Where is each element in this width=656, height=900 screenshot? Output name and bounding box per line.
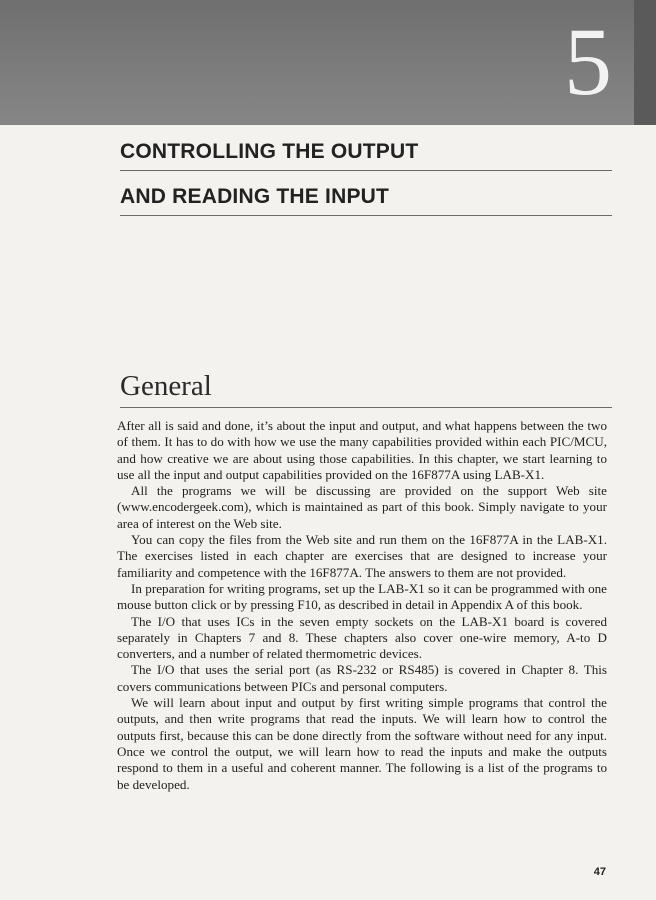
section-heading: General	[120, 370, 612, 408]
paragraph: You can copy the files from the Web site and run them on the 16F877A in the LAB-X1. The exercises listed in each chapter are exercises that are designed to increase your familiarity and competence with the 16F877A. The answers to them are not provided.	[117, 532, 607, 580]
chapter-title-line-1: CONTROLLING THE OUTPUT	[120, 140, 612, 171]
paragraph: We will learn about input and output by first writing simple programs that control the outputs, and then write programs that read the inputs. We will learn how to control the outputs first, because this can be done directly from the software without need for any input. Once we control the output, we will learn how to read the inputs and make the outputs respond to them in a useful and coherent manner. The following is a list of the programs to be developed.	[117, 695, 607, 792]
paragraph: In preparation for writing programs, set up the LAB-X1 so it can be programmed with one mouse button click or by pressing F10, as described in detail in Appendix A of this book.	[117, 580, 607, 613]
chapter-header-band	[0, 0, 656, 125]
paragraph: After all is said and done, it’s about the input and output, and what happens between the two of them. It has to do with how we use the many capabilities provided within each PIC/MCU, and how creative we are about using those capabilities. In this chapter, we start learning to use all the input and output capabilities provided on the 16F877A using LAB-X1.	[117, 418, 607, 482]
chapter-title	[120, 140, 612, 216]
page-number: 47	[593, 866, 606, 878]
chapter-title-line-2: AND READING THE INPUT	[120, 185, 612, 216]
body-text	[117, 418, 607, 793]
paragraph: The I/O that uses the serial port (as RS-232 or RS485) is covered in Chapter 8. This covers communications between PICs and personal computers.	[117, 662, 607, 694]
paragraph: All the programs we will be discussing are provided on the support Web site (www.encodergeek.com), which is maintained as part of this book. Simply navigate to your area of interest on the Web site.	[117, 483, 607, 531]
chapter-number: 5	[564, 8, 612, 115]
header-band-edge	[634, 0, 656, 125]
paragraph: The I/O that uses ICs in the seven empty sockets on the LAB-X1 board is covered separately in Chapters 7 and 8. These chapters also cover one-wire memory, A-to D converters, and a number of related thermometric devices.	[117, 613, 607, 662]
